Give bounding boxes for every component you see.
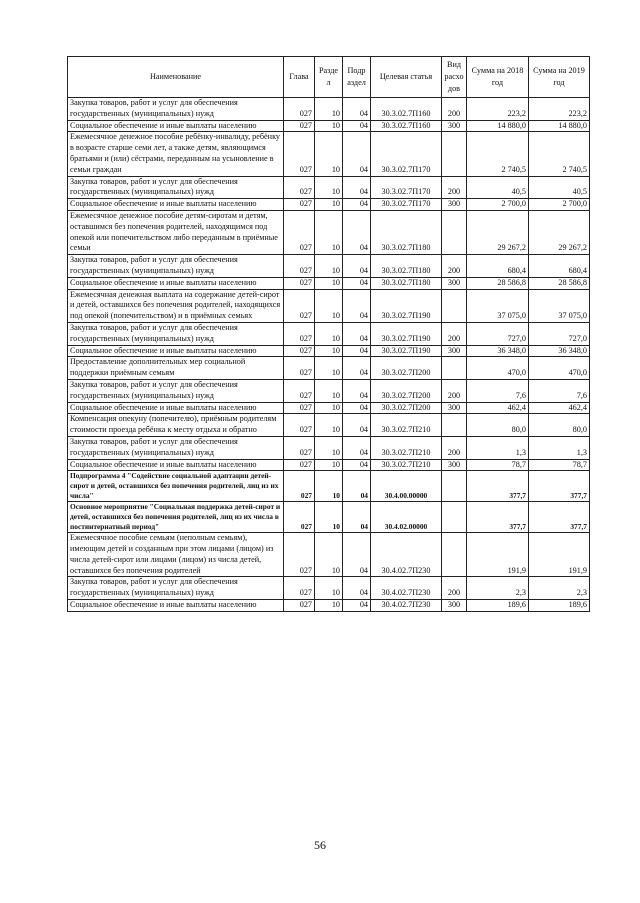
row-vid xyxy=(442,289,467,322)
row-glava: 027 xyxy=(284,289,315,322)
row-podrazdel: 04 xyxy=(343,471,371,502)
row-podrazdel: 04 xyxy=(343,199,371,211)
row-podrazdel: 04 xyxy=(343,255,371,278)
row-glava: 027 xyxy=(284,98,315,121)
row-name: Социальное обеспечение и иные выплаты населению xyxy=(68,120,284,132)
row-statya: 30.3.02.7П190 xyxy=(371,289,442,322)
row-sum-2019: 680,4 xyxy=(529,255,590,278)
row-sum-2019: 36 348,0 xyxy=(529,345,590,357)
table-row xyxy=(68,402,590,414)
row-sum-2018: 727,0 xyxy=(467,322,529,345)
row-name: Закупка товаров, работ и услуг для обеспечения государственных (муниципальных) нужд xyxy=(68,176,284,199)
row-statya: 30.3.02.7П180 xyxy=(371,277,442,289)
row-name: Основное мероприятие "Социальная поддержка детей-сирот и детей, оставшихся без попечения родителей, лиц из их числа в постинтернатный период" xyxy=(68,502,284,533)
row-name: Закупка товаров, работ и услуг для обеспечения государственных (муниципальных) нужд xyxy=(68,322,284,345)
row-sum-2018: 40,5 xyxy=(467,176,529,199)
row-podrazdel: 04 xyxy=(343,600,371,612)
row-glava: 027 xyxy=(284,600,315,612)
table-row xyxy=(68,379,590,402)
header-glava: Глава xyxy=(284,57,315,98)
table-row xyxy=(68,471,590,502)
row-name: Ежемесячное денежное пособие ребёнку-инвалиду, ребёнку в возрасте старше семи лет, а также детям, являющимся братьями и (или) сёстрами, переданным на усыновление в семьи граждан xyxy=(68,132,284,176)
row-vid: 300 xyxy=(442,120,467,132)
row-sum-2019: 2,3 xyxy=(529,577,590,600)
table-row xyxy=(68,600,590,612)
row-sum-2018: 2,3 xyxy=(467,577,529,600)
table-row xyxy=(68,289,590,322)
row-sum-2019: 470,0 xyxy=(529,357,590,380)
table-body xyxy=(68,98,590,612)
row-razdel: 10 xyxy=(315,210,343,254)
row-name: Ежемесячное пособие семьям (неполным семьям), имеющим детей и созданным при этом лицами (лицом) из числа детей-сирот или лицами (лицом) из числа детей, оставшихся без попечения родителей xyxy=(68,533,284,577)
row-glava: 027 xyxy=(284,402,315,414)
row-vid: 300 xyxy=(442,199,467,211)
table-row xyxy=(68,277,590,289)
row-podrazdel: 04 xyxy=(343,210,371,254)
row-statya: 30.4.02.7П230 xyxy=(371,600,442,612)
table-row xyxy=(68,120,590,132)
row-podrazdel: 04 xyxy=(343,98,371,121)
row-razdel: 10 xyxy=(315,98,343,121)
row-glava: 027 xyxy=(284,132,315,176)
row-sum-2019: 37 075,0 xyxy=(529,289,590,322)
row-podrazdel: 04 xyxy=(343,414,371,437)
row-glava: 027 xyxy=(284,379,315,402)
table-row xyxy=(68,414,590,437)
row-sum-2019: 28 586,8 xyxy=(529,277,590,289)
row-name: Социальное обеспечение и иные выплаты населению xyxy=(68,199,284,211)
row-glava: 027 xyxy=(284,199,315,211)
row-statya: 30.4.02.7П230 xyxy=(371,577,442,600)
row-sum-2019: 727,0 xyxy=(529,322,590,345)
row-vid xyxy=(442,533,467,577)
row-glava: 027 xyxy=(284,459,315,471)
row-sum-2018: 189,6 xyxy=(467,600,529,612)
row-statya: 30.3.02.7П170 xyxy=(371,199,442,211)
row-sum-2019: 191,9 xyxy=(529,533,590,577)
row-vid: 300 xyxy=(442,345,467,357)
table-row xyxy=(68,210,590,254)
row-sum-2018: 680,4 xyxy=(467,255,529,278)
table-row xyxy=(68,577,590,600)
table-row xyxy=(68,255,590,278)
row-name: Закупка товаров, работ и услуг для обеспечения государственных (муниципальных) нужд xyxy=(68,577,284,600)
row-vid: 300 xyxy=(442,600,467,612)
row-name: Подпрограмма 4 "Содействие социальной адаптации детей-сирот и детей, оставшихся без попечения родителей, лиц из их числа" xyxy=(68,471,284,502)
row-vid: 300 xyxy=(442,459,467,471)
row-razdel: 10 xyxy=(315,357,343,380)
row-sum-2018: 80,0 xyxy=(467,414,529,437)
row-podrazdel: 04 xyxy=(343,289,371,322)
row-podrazdel: 04 xyxy=(343,277,371,289)
row-glava: 027 xyxy=(284,345,315,357)
row-razdel: 10 xyxy=(315,471,343,502)
row-glava: 027 xyxy=(284,436,315,459)
row-podrazdel: 04 xyxy=(343,379,371,402)
row-name: Закупка товаров, работ и услуг для обеспечения государственных (муниципальных) нужд xyxy=(68,436,284,459)
table-row xyxy=(68,533,590,577)
row-sum-2019: 2 700,0 xyxy=(529,199,590,211)
row-sum-2018: 377,7 xyxy=(467,471,529,502)
row-razdel: 10 xyxy=(315,436,343,459)
row-glava: 027 xyxy=(284,357,315,380)
row-glava: 027 xyxy=(284,322,315,345)
row-razdel: 10 xyxy=(315,414,343,437)
row-sum-2018: 2 740,5 xyxy=(467,132,529,176)
header-razdel: Разде л xyxy=(315,57,343,98)
row-statya: 30.3.02.7П180 xyxy=(371,210,442,254)
table-row xyxy=(68,502,590,533)
row-podrazdel: 04 xyxy=(343,132,371,176)
row-vid xyxy=(442,210,467,254)
row-vid: 200 xyxy=(442,255,467,278)
row-vid xyxy=(442,471,467,502)
row-sum-2018: 36 348,0 xyxy=(467,345,529,357)
row-statya: 30.3.02.7П170 xyxy=(371,132,442,176)
table-row xyxy=(68,132,590,176)
row-razdel: 10 xyxy=(315,379,343,402)
row-podrazdel: 04 xyxy=(343,533,371,577)
row-razdel: 10 xyxy=(315,345,343,357)
row-sum-2019: 1,3 xyxy=(529,436,590,459)
header-podrazdel: Подр аздел xyxy=(343,57,371,98)
row-statya: 30.3.02.7П180 xyxy=(371,255,442,278)
row-sum-2018: 37 075,0 xyxy=(467,289,529,322)
row-sum-2019: 78,7 xyxy=(529,459,590,471)
row-name: Социальное обеспечение и иные выплаты населению xyxy=(68,277,284,289)
row-name: Социальное обеспечение и иные выплаты населению xyxy=(68,345,284,357)
row-sum-2018: 1,3 xyxy=(467,436,529,459)
row-podrazdel: 04 xyxy=(343,459,371,471)
row-statya: 30.3.02.7П210 xyxy=(371,414,442,437)
row-sum-2018: 78,7 xyxy=(467,459,529,471)
row-podrazdel: 04 xyxy=(343,502,371,533)
row-vid xyxy=(442,414,467,437)
row-name: Социальное обеспечение и иные выплаты населению xyxy=(68,600,284,612)
row-sum-2019: 7,6 xyxy=(529,379,590,402)
row-razdel: 10 xyxy=(315,502,343,533)
row-razdel: 10 xyxy=(315,577,343,600)
row-razdel: 10 xyxy=(315,289,343,322)
row-vid: 200 xyxy=(442,577,467,600)
row-glava: 027 xyxy=(284,120,315,132)
row-name: Закупка товаров, работ и услуг для обеспечения государственных (муниципальных) нужд xyxy=(68,255,284,278)
row-sum-2019: 29 267,2 xyxy=(529,210,590,254)
row-statya: 30.4.00.00000 xyxy=(371,471,442,502)
row-podrazdel: 04 xyxy=(343,436,371,459)
budget-table xyxy=(67,56,590,612)
table-row xyxy=(68,357,590,380)
row-sum-2018: 2 700,0 xyxy=(467,199,529,211)
row-sum-2019: 40,5 xyxy=(529,176,590,199)
row-glava: 027 xyxy=(284,533,315,577)
row-sum-2018: 7,6 xyxy=(467,379,529,402)
row-glava: 027 xyxy=(284,577,315,600)
row-name: Компенсация опекуну (попечителю), приёмным родителям стоимости проезда ребёнка к месту отдыха и обратно xyxy=(68,414,284,437)
row-vid: 200 xyxy=(442,176,467,199)
row-statya: 30.4.02.7П230 xyxy=(371,533,442,577)
header-sum-2018: Сумма на 2018 год xyxy=(467,57,529,98)
row-razdel: 10 xyxy=(315,120,343,132)
table-row xyxy=(68,322,590,345)
row-vid xyxy=(442,502,467,533)
row-vid: 300 xyxy=(442,277,467,289)
row-glava: 027 xyxy=(284,176,315,199)
row-name: Закупка товаров, работ и услуг для обеспечения государственных (муниципальных) нужд xyxy=(68,98,284,121)
row-sum-2019: 14 880,0 xyxy=(529,120,590,132)
table-row xyxy=(68,98,590,121)
row-vid: 200 xyxy=(442,379,467,402)
row-name: Предоставление дополнительных мер социальной поддержки приёмным семьям xyxy=(68,357,284,380)
row-razdel: 10 xyxy=(315,255,343,278)
row-glava: 027 xyxy=(284,414,315,437)
row-sum-2018: 191,9 xyxy=(467,533,529,577)
row-statya: 30.3.02.7П200 xyxy=(371,402,442,414)
row-sum-2018: 462,4 xyxy=(467,402,529,414)
row-razdel: 10 xyxy=(315,402,343,414)
row-razdel: 10 xyxy=(315,322,343,345)
table-row xyxy=(68,436,590,459)
table-row xyxy=(68,459,590,471)
row-podrazdel: 04 xyxy=(343,577,371,600)
row-razdel: 10 xyxy=(315,132,343,176)
row-podrazdel: 04 xyxy=(343,176,371,199)
row-statya: 30.3.02.7П190 xyxy=(371,345,442,357)
row-sum-2019: 189,6 xyxy=(529,600,590,612)
row-podrazdel: 04 xyxy=(343,322,371,345)
row-glava: 027 xyxy=(284,502,315,533)
row-sum-2019: 2 740,5 xyxy=(529,132,590,176)
row-statya: 30.3.02.7П160 xyxy=(371,120,442,132)
header-vid: Вид расхо дов xyxy=(442,57,467,98)
row-razdel: 10 xyxy=(315,459,343,471)
row-vid xyxy=(442,132,467,176)
row-statya: 30.3.02.7П190 xyxy=(371,322,442,345)
row-vid: 200 xyxy=(442,98,467,121)
table-header-row xyxy=(68,57,590,98)
row-sum-2019: 223,2 xyxy=(529,98,590,121)
table-row xyxy=(68,345,590,357)
row-statya: 30.3.02.7П170 xyxy=(371,176,442,199)
row-sum-2019: 462,4 xyxy=(529,402,590,414)
row-glava: 027 xyxy=(284,471,315,502)
row-sum-2018: 470,0 xyxy=(467,357,529,380)
header-sum-2019: Сумма на 2019 год xyxy=(529,57,590,98)
row-statya: 30.4.02.00000 xyxy=(371,502,442,533)
row-vid: 200 xyxy=(442,436,467,459)
row-podrazdel: 04 xyxy=(343,357,371,380)
row-name: Ежемесячное денежное пособие детям-сиротам и детям, оставшимся без попечения родителей, находящимся под опекой или попечительством либо переданным в приёмные семьи xyxy=(68,210,284,254)
row-podrazdel: 04 xyxy=(343,345,371,357)
header-name: Наименование xyxy=(68,57,284,98)
row-name: Социальное обеспечение и иные выплаты населению xyxy=(68,459,284,471)
row-sum-2019: 377,7 xyxy=(529,471,590,502)
row-name: Социальное обеспечение и иные выплаты населению xyxy=(68,402,284,414)
row-name: Закупка товаров, работ и услуг для обеспечения государственных (муниципальных) нужд xyxy=(68,379,284,402)
row-sum-2018: 14 880,0 xyxy=(467,120,529,132)
row-podrazdel: 04 xyxy=(343,402,371,414)
row-podrazdel: 04 xyxy=(343,120,371,132)
table-row xyxy=(68,176,590,199)
row-glava: 027 xyxy=(284,277,315,289)
row-glava: 027 xyxy=(284,255,315,278)
row-statya: 30.3.02.7П200 xyxy=(371,357,442,380)
row-statya: 30.3.02.7П210 xyxy=(371,436,442,459)
row-glava: 027 xyxy=(284,210,315,254)
row-vid: 300 xyxy=(442,402,467,414)
row-statya: 30.3.02.7П200 xyxy=(371,379,442,402)
row-razdel: 10 xyxy=(315,176,343,199)
table-row xyxy=(68,199,590,211)
row-name: Ежемесячная денежная выплата на содержание детей-сирот и детей, оставшихся без попечения родителей, находящихся под опекой (попечительством) и в приёмных семьях xyxy=(68,289,284,322)
row-sum-2018: 223,2 xyxy=(467,98,529,121)
row-statya: 30.3.02.7П210 xyxy=(371,459,442,471)
row-sum-2019: 377,7 xyxy=(529,502,590,533)
row-razdel: 10 xyxy=(315,533,343,577)
row-sum-2019: 80,0 xyxy=(529,414,590,437)
row-vid: 200 xyxy=(442,322,467,345)
row-razdel: 10 xyxy=(315,600,343,612)
row-sum-2018: 29 267,2 xyxy=(467,210,529,254)
row-vid xyxy=(442,357,467,380)
row-sum-2018: 377,7 xyxy=(467,502,529,533)
row-razdel: 10 xyxy=(315,199,343,211)
page-number: 56 xyxy=(314,838,326,852)
row-sum-2018: 28 586,8 xyxy=(467,277,529,289)
row-razdel: 10 xyxy=(315,277,343,289)
header-statya: Целевая статья xyxy=(371,57,442,98)
row-statya: 30.3.02.7П160 xyxy=(371,98,442,121)
